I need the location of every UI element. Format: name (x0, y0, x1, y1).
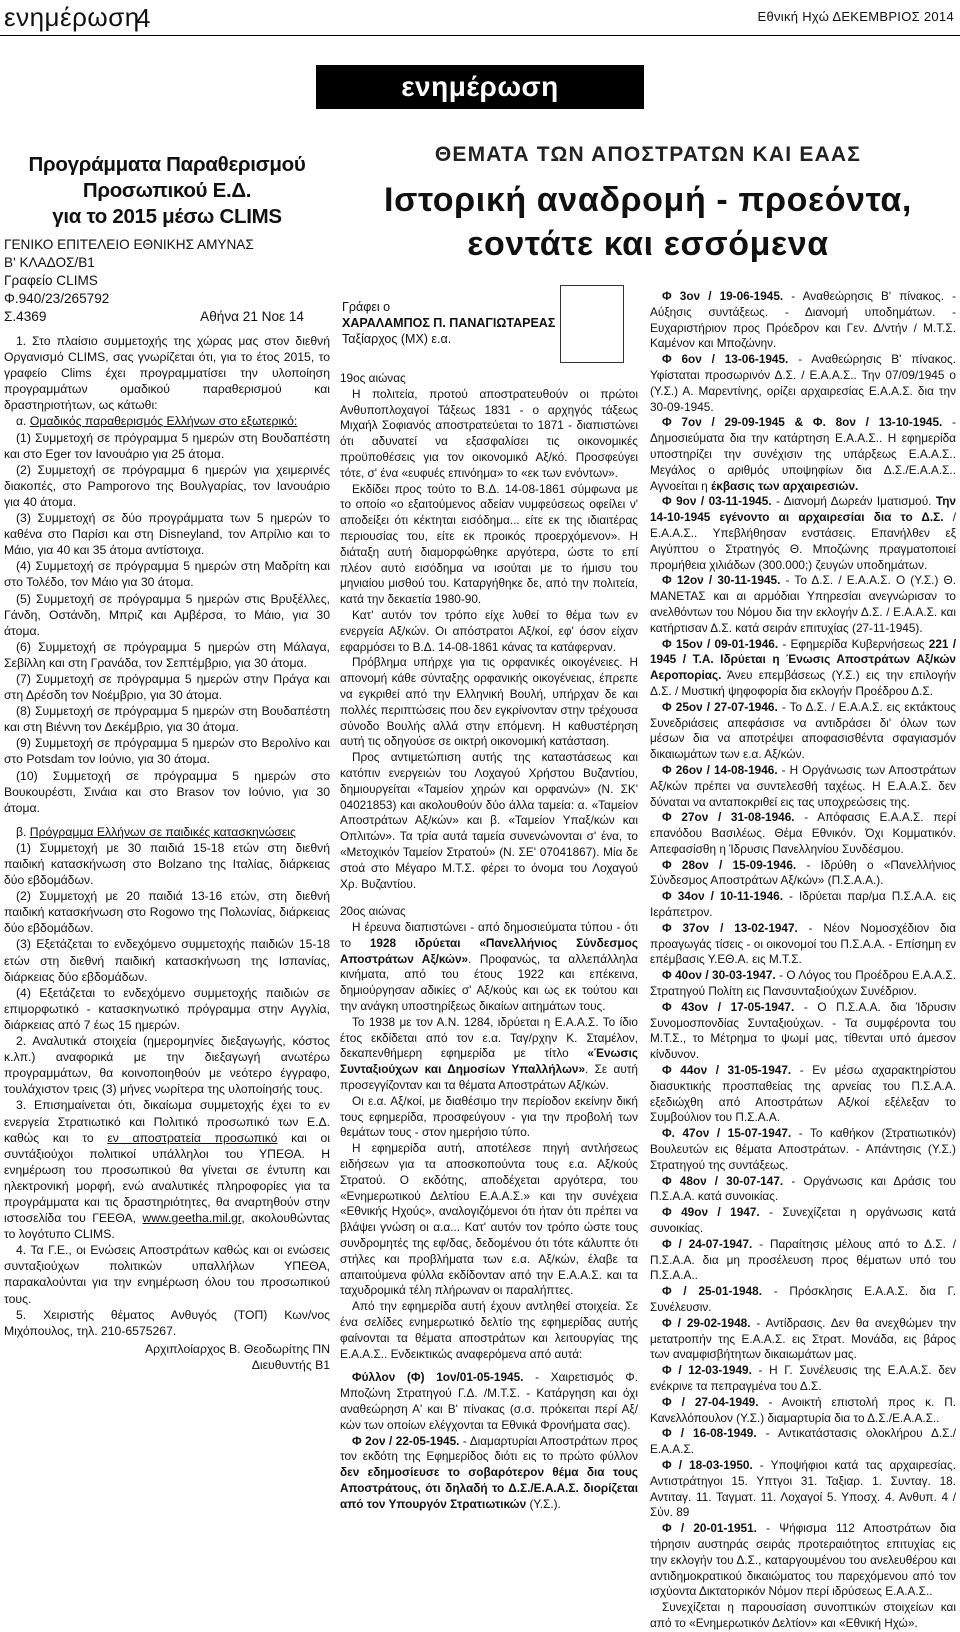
issue-label: Φ / 12-03-1949. (662, 1363, 752, 1378)
issue-entry (650, 1521, 956, 1600)
ref-number: Σ.4369 (4, 309, 47, 324)
issue-text: - Διαμαρτυρίαι Αποστράτων προς τον εκδότη της Εφημερίδος διότι εις το πρώτο φύλλον (340, 1433, 638, 1464)
issue-entry (650, 1395, 956, 1427)
paragraph: 1. Στο πλαίσιο συμμετοχής της χώρας μας στον διεθνή Οργανισμό CLIMS, σας γνωρίζεται ότι, για το έτος 2015, το γραφείο Clims έχει προγραμματίσει την υλοποίηση προγραμμάτων ομαδικού παραθερισμού και δραστηριοτήτων, ως κάτωθι: (4, 334, 330, 413)
ref-row (4, 308, 330, 326)
issue-text: - Το καθήκον (Στρατιωτικόν) Βουλευτών εις θέματα Αποστράτων. - Απάντησις (Υ.Σ.) Στρατηγού της συντάξεως. (650, 1126, 956, 1172)
page-number: 4 (136, 3, 151, 33)
left-article-body (4, 333, 330, 1373)
issue-entry (650, 1126, 956, 1173)
bold-text: 1928 ιδρύεται «Πανελλήνιος Σύνδεσμος Αποστράτων Αξ/κών» (340, 935, 638, 966)
issue-label: Φ 43ον / 17-05-1947. (662, 999, 795, 1014)
issue-label: Φ 28ον / 15-09-1946. (662, 857, 797, 872)
heading-text: Πρόγραμμα Ελλήνων σε παιδικές κατασκηνώσεις (29, 824, 296, 839)
issue-entry (650, 415, 956, 494)
issue-label: Φ 9ον / 03-11-1945. (662, 494, 772, 509)
paragraph (340, 920, 638, 1015)
signatory-title: Διευθυντής Β1 (251, 1357, 330, 1372)
issue-label: Φ / 25-01-1948. (662, 1284, 763, 1299)
issue-text: - Πρόσκλησις Ε.Α.Α.Σ. δια Γ. Συνέλευσιν. (650, 1284, 957, 1314)
list-item: (3) Εξετάζεται το ενδεχόμενο συμμετοχής παιδιών 15-18 ετών στη διεθνή παιδική κατασκήνωση της Ισπανίας, διάρκειας δύο εβδομάδων. (4, 937, 330, 984)
issue-text: - Ο Λόγος του Προέδρου Ε.Α.Α.Σ. Στρατηγού Πολίτη εις Πανσυνταξιούχων Συνέδριον. (650, 968, 956, 999)
issue-entry (340, 1434, 638, 1513)
section-name: ενημέρωση (4, 2, 140, 32)
issue-text: Άνευ επεμβάσεως (Υ.Σ.) εις την επιλογήν Δ.Σ. / Μυστική ψηφοφορία δια εκλογήν Προέδρου Δ.Σ. (650, 668, 956, 698)
text: και οι συντάξιούχοι πολιτικοί υπάλληλοι του ΥΠΕΘΑ. Η ενημέρωση του προσωπικού θα γίνεται σε έντυπη και ηλεκτρονική μορφή, ενώ αναλυτικές πληροφορίες για τα προγράμματα και τις δραστηριότητες, θα αναρτηθούν στην ιστοσελίδα του ΓΕΕΘΑ, (4, 1130, 331, 1226)
list-item: (2) Συμμετοχή σε πρόγραμμα 6 ημερών για χειμερινές διακοπές, στο Pamporovo της Βουλγαρίας, τον Ιανουάριο για 40 άτομα. (4, 462, 330, 509)
issue-entry (650, 1063, 956, 1126)
issue-label: Φ / 20-01-1951. (662, 1521, 757, 1536)
issue-label: Φ 44ον / 31-05-1947. (662, 1063, 792, 1078)
issue-label: Φ 34ον / 10-11-1946. (662, 889, 783, 904)
issue-text: - Απόφασις Ε.Α.Α.Σ. περί επανόδου Βασιλέως. Θέμα Εθνικόν. Όχι Κομματικόν. Απεφασίσθη η Ίδρυσις Πανελληνίου Συνδέσμου. (650, 810, 956, 856)
issue-label: Φ 7ον / 29-09-1945 & Φ. 8ον / 13-10-1945. (662, 415, 943, 430)
issue-text: - Ψήφισμα 112 Αποστράτων δια τήρησιν αυστηράς σειράς προτεραιότητος επιτυχίας εις την εκλογήν του Δ.Σ., καταργουμένου του ανελευθέρου και αντιδημοκρατικού δικαιώματος του παρεχόμενου από τον ισχύοντα Δικτατορικόν Νόμον περί ιδρύσεως Ε.Α.Α.Σ.. (650, 1521, 957, 1599)
header-line: ΓΕΝΙΚΟ ΕΠΙΤΕΛΕΙΟ ΕΘΝΙΚΗΣ ΑΜΥΝΑΣ (4, 237, 254, 252)
text: Η έρευνα διαπιστώνει - από δημοσιεύματα τύπου - ότι το (340, 920, 638, 950)
issue-entry (650, 700, 956, 763)
text: , ακολουθώντας το λογότυπο CLIMS. (4, 1211, 330, 1242)
issue-entry (650, 1600, 956, 1632)
issue-bold-text: Την 14-10-1945 εγένοντο αι αρχαιρεσίαι δια το Δ.Σ. (650, 494, 956, 525)
issue-bold-text: δεν εδημοσίευσε το σοβαρότερον θέμα δια τους Αποστράτους, ότι δηλαδή το Δ.Σ./Ε.Α.Α.Σ. διορίζεται από τον Υπουργόν Στρατιωτικών (340, 1465, 638, 1511)
issue-text: - Οργάνωσις και Δράσις του Π.Σ.Α.Α. κατά συνοικίας. (650, 1173, 956, 1204)
subheading: 20ος αιώνας (340, 904, 406, 919)
paragraph: Η πολιτεία, προτού αποστρατευθούν οι πρώτοι Ανθυποπλοχαγοί Τάξεως 1831 - ο αρχηγός τάξεως Μιχαήλ Σοφιανός αποστρατεύεται το 1871 - διαπιστώνει ότι αδυνατεί να εξασφαλίσει τις οικονομικές προϋποθέσεις για τον οικονομικό Αξ/κό. Προσφεύγει τότε, σ' ένα «ευφυές επινόημα» το «εκ των ενόντων». (340, 386, 638, 480)
list-item: (1) Συμμετοχή σε πρόγραμμα 5 ημερών στη Βουδαπέστη και στο Eger τον Ιανουάριο για 25 άτομα. (4, 430, 330, 461)
paragraph (340, 1015, 638, 1094)
issue-entry (650, 1237, 956, 1284)
issue-label: Φ 6ον / 13-06-1945. (662, 352, 789, 367)
issue-entry (650, 763, 956, 810)
issue-label: Φ 3ον / 19-06-1945. (662, 289, 784, 303)
header-line: Β' ΚΛΑΔΟΣ/Β1 (4, 255, 95, 270)
issue-label: Φ 37ον / 13-02-1947. (662, 920, 798, 935)
paper-name-date: Εθνική Ηχώ ΔΕΚΕΜΒΡΙΟΣ 2014 (757, 9, 954, 24)
page-header (0, 0, 960, 36)
issue-label: Φ 25ον / 27-07-1946. (662, 699, 778, 714)
paragraph: Κατ' αυτόν τον τρόπο είχε λυθεί το θέμα των εν ενεργεία Αξ/κών. Οι απόστρατοι Αξ/κοί, εφ' όσον είχαν εφαρμόσει το Β.Δ. 14-08-1861 κάνας τα κατάφερναν. (340, 607, 638, 654)
issue-text: - Αντικατάστασις ολοκλήρου Δ.Σ./Ε.Α.Α.Σ. (650, 1426, 957, 1457)
ref-date: Αθήνα 21 Νοε 14 (200, 309, 304, 324)
issue-bold-text: έκβασις των αρχαιρεσιών. (710, 478, 859, 493)
issue-entry (650, 289, 956, 352)
issue-text: Συνεχίζεται η παρουσίαση συνοπτικών στοιχείων και από το «Ενημερωτικόν Δελτίον» και «Εθνική Ηχώ». (650, 1600, 956, 1630)
title-line: Προγράμματα Παραθερισμού (28, 153, 306, 176)
byline-intro: Γράφει ο (342, 300, 391, 314)
issue-text: - Παραίτησις μέλους από το Δ.Σ. / Π.Σ.Α.Α. δια μη προσέλευση προς θέματων υπό του Π.Σ.Α.Α.. (650, 1236, 956, 1283)
issue-text: / Ε.Α.Α.Σ.. Υπεβλήθησαν ενστάσεις. Επανήλθεν εξ Αιγύπτου ο Στρατηγός Θ. Μποζώνης πραγματοποιεί προμήθεια χιλιάδων (300.000;) ζευγών υποδημάτων. (650, 510, 956, 572)
issue-text: - Αναθεώρησις Β' πίνακος. Υφίσταται προσωρινόν Δ.Σ. / Ε.Α.Α.Σ.. Την 07/09/1945 ο (Υ.Σ.) Α. Μαρεντίνης, ορίζει αρχαιρεσίας Ε.Α.Α.Σ. δια την 30-09-1945. (650, 352, 956, 414)
issue-text: - Αναθεώρησις Β' πίνακος. - Αύξησις συντάξεως. - Διανομή υποδημάτων. - Ευχαριστήριον προς Πρόεδρον και Γεν. Δ/ντήν / Μ.Τ.Σ. Καμένον και Μποζώνην. (650, 289, 956, 351)
list-item: (1) Συμμετοχή με 30 παιδιά 15-18 ετών στη διεθνή παιδική κατασκήνωση στο Bolzano της Ιταλίας, διάρκειας δύο εβδομάδων. (4, 840, 330, 888)
issue-label: Φ / 16-08-1949. (662, 1426, 757, 1441)
signature-block (4, 1341, 330, 1373)
issue-entry (650, 573, 956, 636)
issue-label: Φ 40ον / 30-03-1947. (662, 968, 776, 983)
issue-label: Φ / 18-03-1950. (662, 1457, 753, 1472)
issue-text: - Ο Π.Σ.Α.Α. δια Ίδρυσιν Συνομοσπονδίας Συνταξιούχων. - Τα συμφέροντα του Μ.Τ.Σ., το Μέτρημα το ψωμί μας, τίθενται υπό άμεσον κίνδυνον. (650, 999, 956, 1062)
text: . Προφανώς, τα αλλεπάλληλα κινήματα, από του έτους 1922 και επέκεινα, δημιούργησαν αδικίες σ' Αξ/κούς και ως εκ τούτου και την ανάγκη υποστηρίξεως δικαίων αιτημάτων τους. (340, 951, 638, 1014)
section-banner: ενημέρωση (316, 65, 644, 109)
text: 3. Επισημαίνεται ότι, δικαίωμα συμμετοχής έχει το εν ενεργεία Στρατιωτικό και Πολιτικό προσωπικό των Ε.Δ. καθώς και το (4, 1098, 330, 1145)
list-item: (3) Συμμετοχή σε δύο προγράμματα των 5 ημερών το καθένα στο Παρίσι και στη Disneyland, τον Απρίλιο και το Μάιο, για 40 και 35 άτομα αντίστοιχα. (4, 511, 330, 558)
issue-entry (650, 1426, 956, 1458)
issue-entry (650, 921, 956, 968)
issue-bold-text: 221 / 1945 / Τ.Α. Ιδρύεται η Ένωσις Αποστράτων Αξ/κών Αεροπορίας. (650, 636, 956, 683)
issue-text: - Συνεχίζεται η οργάνωσις κατά συνοικίας. (650, 1205, 957, 1236)
issue-label: Φ 27ον / 31-08-1946. (662, 810, 795, 825)
issue-entry (340, 1370, 638, 1433)
issue-label: Φ / 24-07-1947. (662, 1236, 753, 1251)
issue-text: - Αντίδρασις. Δεν θα ανεχθώμεν την μετατροπήν της Ε.Α.Α.Σ. εις Στρατ. Μονάδα, εις βάρος των αναμφισβήτητων δικαιωμάτων μας. (650, 1315, 957, 1362)
paragraph: 5. Χειριστής θέματος Ανθυγός (ΤΟΠ) Κων/νος Μιχόπουλος, τηλ. 210-6575267. (4, 1307, 330, 1338)
issue-entry (650, 889, 956, 921)
header-line: Φ.940/23/265792 (4, 291, 110, 306)
label: α. (16, 414, 30, 429)
issue-text: - Διανομή Δωρεάν Ιματισμού. (771, 494, 936, 509)
list-item: (7) Συμμετοχή σε πρόγραμμα 5 ημερών στην Πράγα και στη Δρέσδη τον Νοέμβριο, για 30 άτομα. (4, 671, 330, 703)
paragraph: Η εφημερίδα αυτή, αποτέλεσε πηγή αντλήσεως ειδήσεων για τα αποσκοπούντα τους ε.α. Αξ/κούς Στρατού. Ο εκδότης, αποδέχεται αργότερα, του «Ενημερωτικού Δελτίου Ε.Α.Α.Σ.» και την συνέχεια «Εθνικής Ηχούς», αναλογιζόμενοι ότι ήταν ότι πρέπει να βλάψει γνώση οι α.α... Κατ' αυτόν τον τρόπο ώστε τους συνδρομητές της εφ/δας, δεδομένου ότι τότε κάλυπτε ότι στήλες και προβλήματα των ε.α. Αξ/κών, έλαβε τα απαιτούμενα φύλλα εκδίδονταν από την Ε.Α.Α.Σ. και τα ταχυδρομικά τέλη πλήρωναν οι παραλήπτες. (340, 1141, 638, 1298)
issue-entry (650, 1363, 956, 1395)
issue-label: Φ 12ον / 30-11-1945. (662, 573, 781, 588)
list-item: (4) Συμμετοχή σε πρόγραμμα 5 ημερών στη Μαδρίτη και στο Τολέδο, τον Μάιο για 30 άτομα. (4, 559, 330, 590)
bold-text: «Ένωσις Συνταξιούχων και Δημοσίων Υπαλλήλων» (340, 1046, 638, 1077)
paragraph: 4. Τα Γ.Ε., οι Ενώσεις Αποστράτων καθώς και οι ενώσεις συνταξιούχων πολιτικών υπαλλήλων ΥΠΕΘΑ, παρακαλούνται για την ενημέρωση όλου του προσωπικού τους. (4, 1243, 330, 1306)
paragraph: 2. Αναλυτικά στοιχεία (ημερομηνίες διεξαγωγής, κόστος κ.λπ.) αναφορικά με την διεξαγωγή ανωτέρω προγραμμάτων, θα κοινοποιηθούν με νεότερο έγγραφο, τουλάχιστον τρεις (3) μήνες νωρίτερα της υλοποίησής τους. (4, 1034, 330, 1097)
issue-label: Φ / 27-04-1949. (662, 1394, 759, 1409)
issue-text: - Το Δ.Σ. / Ε.Α.Α.Σ. εις εκτάκτους Συνεδριάσεις απεφάσισε να αντιδράσει δι' όλων των μέσων δια να αποτρέψει αποφασισθέντα σφαγιασμόν δικαιωμάτων των ε.α. Αξ/κών. (650, 699, 956, 762)
issue-text: - Το Δ.Σ. / Ε.Α.Α.Σ. Ο (Υ.Σ.) Θ. ΜΑΝΕΤΑΣ και αι αρμόδιαι Υπηρεσίαι ανεγνώρισαν το ανελθόντων του Νόμου δια την εκλογήν Δ.Σ. / Ε.Α.Α.Σ. και κατήρτισαν Δ.Σ. κατά σειράν επιτυχίας (27-11-1945). (650, 573, 957, 635)
paragraph: Προς αντιμετώπιση αυτής της καταστάσεως και κατόπιν ενεργειών του Λοχαγού Χρήστου Βυζαντίου, δημιουργείται «Ταμείον χηρών και ορφανών» (Ν. ΣΚ' 04021853) και ακολουθούν δύο άλλα ταμεία: α. «Ταμείον Αποστράτων Αξ/κών» και β. «Ταμείον Υπαξ/κών και Οπλιτών». Τα τρία αυτά ταμεία συνενώνονται σ' ένα, το «Μετοχικόν Ταμείον Στρατού» (Ν. ΣΕ' 07041867). Μία δε στοά στο Μέγαρο Μ.Τ.Σ. φέρει το όνομα του Λοχαγού Χρ. Βυζαντίου. (340, 750, 638, 891)
title-line: εοντάτε και εσσόμενα (467, 225, 829, 263)
left-article-title (4, 152, 330, 230)
issue-entry (650, 352, 956, 415)
issue-entry (650, 1000, 956, 1063)
right-article-header (340, 140, 956, 266)
issue-text: - Η Οργάνωσις των Αποστράτων Αξ/κών πρέπει να συντελεσθή ταχέως. Η Ε.Α.Α.Σ. δεν δύναται να ανταποκριθεί εις τας υποχρεώσεις της. (650, 762, 956, 809)
issue-entry (650, 1174, 956, 1206)
issue-entry (650, 858, 956, 890)
left-article (4, 152, 330, 1373)
article-title (340, 178, 956, 266)
signatory-name: Αρχιπλοίαρχος Β. Θεοδωρίτης ΠΝ (144, 1341, 330, 1356)
issue-entry (650, 1458, 956, 1521)
issue-text: - Δημοσιεύματα δια την κατάρτηση Ε.Α.Α.Σ.. Η εφημερίδα υποστηρίζει την συνέχισιν της υπάρξεως Ε.Α.Α.Σ.. Μεγάλος ο αριθμός υποψηφίων δια Δ.Σ./Ε.Α.Α.Σ.. Αγνοείται η (650, 415, 956, 493)
issue-entry (650, 810, 956, 857)
title-line: Ιστορική αναδρομή - προεόντα, (384, 181, 912, 219)
issue-entry (650, 637, 956, 700)
list-item: (8) Συμμετοχή σε πρόγραμμα 5 ημερών στη Βουδαπέστη και στη Βιέννη τον Δεκέμβριο, για 30 άτομα. (4, 704, 330, 735)
author-box (340, 285, 638, 367)
subsection-a-heading (4, 413, 330, 429)
byline (342, 299, 555, 347)
author-name: ΧΑΡΑΛΑΜΠΟΣ Π. ΠΑΝΑΓΙΩΤΑΡΕΑΣ (342, 316, 556, 330)
issue-entry (650, 968, 956, 1000)
title-line: Προσωπικού Ε.Δ. (82, 179, 252, 202)
issue-text: - Υποψήφιοι κατά τας αρχαιρεσίας. Αντιστράτηγοι 15. Υπτγοι 31. Ταξιαρ. 1. Συνταγ. 18. Αντιταγ. 11. Ταγματ. 11. Λοχαγοί 5. Υποσχ. 4. Ανθυπ. 4 / Σύν. 89 (650, 1457, 956, 1520)
issue-text: (Υ.Σ.). (526, 1496, 561, 1511)
header-line: Γραφείο CLIMS (4, 273, 98, 288)
issue-label: Φ. 47ον / 15-07-1947. (662, 1126, 792, 1141)
issue-text: - Νέον Νομοσχέδιον δια προαγωγάς τίσεις - οι οικονομοί του Π.Σ.Α.Α. - Επίσημη εν επέμβασις Υ.ΕΘ.Α. εις Μ.Τ.Σ. (650, 920, 956, 967)
paragraph (4, 1097, 330, 1242)
issue-entry (650, 1316, 956, 1363)
paragraph: Από την εφημερίδα αυτή έχουν αντληθεί στοιχεία. Σε ένα σελίδες ενημερωτικό δελτίο της εφημερίδας αυτής φαίνονται τα θέματα αποστράτων και λειτουργίας της Ε.Α.Α.Σ.. Ενδεικτικώς αναφερόμενα από αυτά: (340, 1299, 638, 1361)
article-column-1 (340, 285, 638, 1513)
issue-text: - Εφημερίδα Κυβερνήσεως (778, 636, 929, 651)
issue-label: Φύλλον (Φ) 1ον/01-05-1945. (352, 1370, 524, 1385)
text: Το 1938 με τον Α.Ν. 1284, ιδρύεται η Ε.Α.Α.Σ. Το ίδιο έτος εκδίδεται από τον ε.α. Ταγ/ρχην Κ. Σταμέλον, δεκαπενθήμερη εφημερίδα με τίτλο (340, 1014, 638, 1061)
subsection-b-heading (4, 824, 330, 840)
issue-text: - Η Γ. Συνέλευσις της Ε.Α.Α.Σ. δεν ενέκρινε τα πεπραγμένα του Δ.Σ. (650, 1363, 956, 1393)
list-item: (10) Συμμετοχή σε πρόγραμμα 5 ημερών στο Βουκουρέστι, Σινάια και στο Brasov τον Ιούνιο, για 30 άτομα. (4, 768, 330, 815)
title-line: για το 2015 μέσω CLIMS (52, 205, 282, 228)
issue-label: Φ 26ον / 14-08-1946. (662, 762, 778, 777)
issue-label: Φ 48ον / 30-07-147. (662, 1173, 784, 1188)
issue-label: Φ 2ον / 22-05-1945. (352, 1433, 460, 1448)
paragraph: Εκδίδει προς τούτο το Β.Δ. 14-08-1861 σύμφωνα με το οποίο «ο εξαιτούμενος αδείαν νυμφεύσεως οφείλει ν' αποδείξει ότι κέκτηται εισόδημα... είτε εκ της ιδιαιτέρας περιουσίας του, είτε εκ προικός προερχόμενον». Η διάταξη αυτή διαμορφώθηκε αργότερα, ώστε το επί πλέον αυτό εισόδημα να ισούται με το ήμισυ του μηνιαίου μισθού του. Καταργήθηκε δε, από την πολιτεία, κατά την δεκαετία 1980-90. (340, 481, 638, 607)
subheading: 19ος αιώνας (340, 371, 406, 385)
issue-label: Φ / 29-02-1948. (662, 1315, 751, 1330)
issue-entry (650, 494, 956, 573)
issue-label: Φ 49ον / 1947. (662, 1205, 760, 1220)
label: β. (16, 824, 30, 839)
document-header (4, 236, 330, 326)
author-photo (560, 285, 624, 363)
article-kicker: ΘΕΜΑΤΑ ΤΩΝ ΑΠΟΣΤΡΑΤΩΝ ΚΑΙ ΕΑΑΣ (434, 143, 862, 166)
list-item: (6) Συμμετοχή σε πρόγραμμα 5 ημερών στη Μάλαγα, Σεβίλλη και στη Γρανάδα, τον Σεπτέμβριο, για 30 άτομα. (4, 639, 330, 670)
heading-text: Ομαδικός παραθερισμός Ελλήνων στο εξωτερικό: (29, 414, 298, 429)
issue-label: Φ 15ον / 09-01-1946. (662, 636, 779, 651)
paragraph: Πρόβλημα υπήρχε για τις ορφανικές οικογένειες. Η απονομή κάθε σύνταξης ορφανικής οικογένειας, έπρεπε να εγκριθεί από την Ελληνική Βουλή, υπήρχαν δε και πολλές περιπτώσεις που δεν εγκρίνονταν στην τρέχουσα σύνοδο Βουλής αλλά στην επόμενη. Η καθυστέρηση αυτή τις οδηγούσε σε οικτρή οικονομική κατάσταση. (340, 655, 638, 749)
issue-text: - Ιδρύεται παρ/μα Π.Σ.Α.Α. εις Ιεράπετρον. (650, 889, 956, 920)
issue-text: - Εν μέσω αχαρακτηρίστου διασυκτικής προσπαθείας της αρνείας του Π.Σ.Α.Α. εξεδιώχθη από Αποστράτων Αξ/κοί εξέλεξαν το Συμβούλιον του Π.Σ.Α.Α. (650, 1063, 956, 1125)
list-item: (5) Συμμετοχή σε πρόγραμμα 5 ημερών στις Βρυξέλλες, Γάνδη, Οστάνδη, Μπριζ και Αμβέρσα, το Μάιο, για 30 άτομα. (4, 591, 330, 638)
list-item: (4) Εξετάζεται το ενδεχόμενο συμμετοχής παιδιών σε επιμορφωτικό - κατασκηνωτικό πρόγραμμα στην Αγγλία, διάρκειας από 7 έως 15 ημερών. (4, 985, 330, 1032)
issue-text: - Χαιρετισμός Φ. Μποζώνη Στρατηγού Γ.Δ. /Μ.Τ.Σ. - Κατάργηση και όχι αναθεώρηση Α' και Β' πίνακας (σ.σ. πρόκειται περί Αξ/κών των οποίων ελέγχονται τα Εθνικά Φρονήματα σας). (340, 1370, 638, 1432)
author-rank: Ταξίαρχος (ΜΧ) ε.α. (342, 332, 452, 346)
list-item: (9) Συμμετοχή σε πρόγραμμα 5 ημερών στο Βερολίνο και στο Potsdam τον Ιούνιο, για 30 άτομα. (4, 736, 330, 767)
paragraph: Οι ε.α. Αξ/κοί, με διαθέσιμο την περίοδον εκείνην δική τους εφημερίδα, προσφεύγουν - για την προβολή των θεμάτων τους - στον ημερήσιο τύπο. (340, 1093, 638, 1140)
issue-text: - Ανοικτή επιστολή προς κ. Π. Κανελλόπουλον (Υ.Σ.) διαμαρτυρία δια το Δ.Σ./Ε.Α.Α.Σ.. (650, 1394, 956, 1425)
issue-entry (650, 1284, 956, 1316)
issue-text: - Ιδρύθη ο «Πανελλήνιος Σύνδεσμος Αποστράτων Αξ/κών» (Π.Σ.Α.Α.). (650, 857, 956, 888)
issue-entry (650, 1205, 956, 1237)
website-link[interactable]: www.geetha.mil.gr (142, 1211, 242, 1226)
list-item: (2) Συμμετοχή με 20 παιδιά 13-16 ετών, στη διεθνή παιδική κατασκήνωση στο Rogowo της Πολωνίας, διάρκειας δύο εβδομάδων. (4, 889, 330, 936)
text: . Σε αυτή προσεγγίζονταν και τα θέματα Αποστράτων Αξ/κών. (340, 1062, 638, 1093)
article-column-2 (650, 289, 956, 1632)
underlined-text: εν αποστρατεία προσωπικό (107, 1130, 278, 1145)
